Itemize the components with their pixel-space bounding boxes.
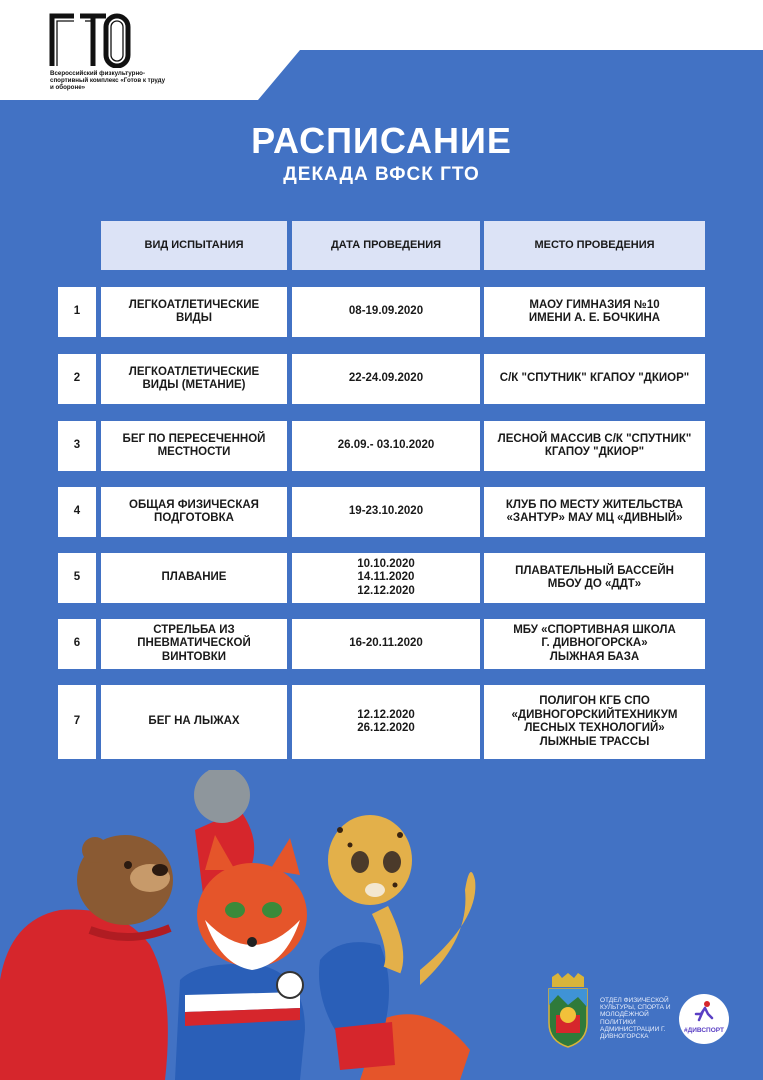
bear-mascot [0, 835, 173, 1080]
row-date: 12.12.2020 26.12.2020 [292, 685, 480, 759]
row-type: БЕГ ПО ПЕРЕСЕЧЕННОЙ МЕСТНОСТИ [101, 421, 287, 471]
row-number: 3 [58, 421, 96, 471]
coat-of-arms-icon [546, 973, 590, 1049]
header-place: МЕСТО ПРОВЕДЕНИЯ [484, 221, 705, 270]
gto-logo [48, 12, 132, 68]
fox-mascot [175, 770, 470, 1080]
row-number: 2 [58, 354, 96, 404]
row-date: 26.09.- 03.10.2020 [292, 421, 480, 471]
row-place: МАОУ ГИМНАЗИЯ №10 ИМЕНИ А. Е. БОЧКИНА [484, 287, 705, 337]
row-type: ЛЕГКОАТЛЕТИЧЕСКИЕ ВИДЫ (МЕТАНИЕ) [101, 354, 287, 404]
header-type: ВИД ИСПЫТАНИЯ [101, 221, 287, 270]
row-date: 08-19.09.2020 [292, 287, 480, 337]
divsport-label: #ДИВСПОРТ [683, 1027, 724, 1034]
row-place: ПЛАВАТЕЛЬНЫЙ БАССЕЙН МБОУ ДО «ДДТ» [484, 553, 705, 603]
header-date: ДАТА ПРОВЕДЕНИЯ [292, 221, 480, 270]
row-number: 5 [58, 553, 96, 603]
row-type: ОБЩАЯ ФИЗИЧЕСКАЯ ПОДГОТОВКА [101, 487, 287, 537]
runner-icon [693, 1000, 715, 1022]
row-place: КЛУБ ПО МЕСТУ ЖИТЕЛЬСТВА «ЗАНТУР» МАУ МЦ «ДИВНЫЙ» [484, 487, 705, 537]
row-type: СТРЕЛЬБА ИЗ ПНЕВМАТИЧЕСКОЙ ВИНТОВКИ [101, 619, 287, 669]
row-number: 7 [58, 685, 96, 759]
mascots-illustration [0, 770, 520, 1080]
row-date: 16-20.11.2020 [292, 619, 480, 669]
divsport-badge [679, 994, 729, 1044]
row-type: БЕГ НА ЛЫЖАХ [101, 685, 287, 759]
row-date: 10.10.2020 14.11.2020 12.12.2020 [292, 553, 480, 603]
page-title: РАСПИСАНИЕ [251, 120, 512, 161]
page-subtitle: ДЕКАДА ВФСК ГТО [283, 164, 480, 185]
row-place: МБУ «СПОРТИВНАЯ ШКОЛА Г. ДИВНОГОРСКА» ЛЫЖНАЯ БАЗА [484, 619, 705, 669]
row-number: 4 [58, 487, 96, 537]
row-place: ПОЛИГОН КГБ СПО «ДИВНОГОРСКИЙТЕХНИКУМ ЛЕСНЫХ ТЕХНОЛОГИЙ» ЛЫЖНЫЕ ТРАССЫ [484, 685, 705, 759]
row-number: 6 [58, 619, 96, 669]
row-date: 22-24.09.2020 [292, 354, 480, 404]
row-number: 1 [58, 287, 96, 337]
row-type: ПЛАВАНИЕ [101, 553, 287, 603]
row-place: С/К "СПУТНИК" КГАПОУ "ДКИОР" [484, 354, 705, 404]
logo-caption: Всероссийский физкультурно-спортивный комплекс «Готов к труду и обороне» [50, 70, 166, 91]
row-place: ЛЕСНОЙ МАССИВ С/К "СПУТНИК" КГАПОУ "ДКИОР" [484, 421, 705, 471]
row-date: 19-23.10.2020 [292, 487, 480, 537]
footer-organization: ОТДЕЛ ФИЗИЧЕСКОЙ КУЛЬТУРЫ, СПОРТА И МОЛОДЁЖНОЙ ПОЛИТИКИ АДМИНИСТРАЦИИ Г. ДИВНОГОРСКА [600, 997, 671, 1041]
row-type: ЛЕГКОАТЛЕТИЧЕСКИЕ ВИДЫ [101, 287, 287, 337]
